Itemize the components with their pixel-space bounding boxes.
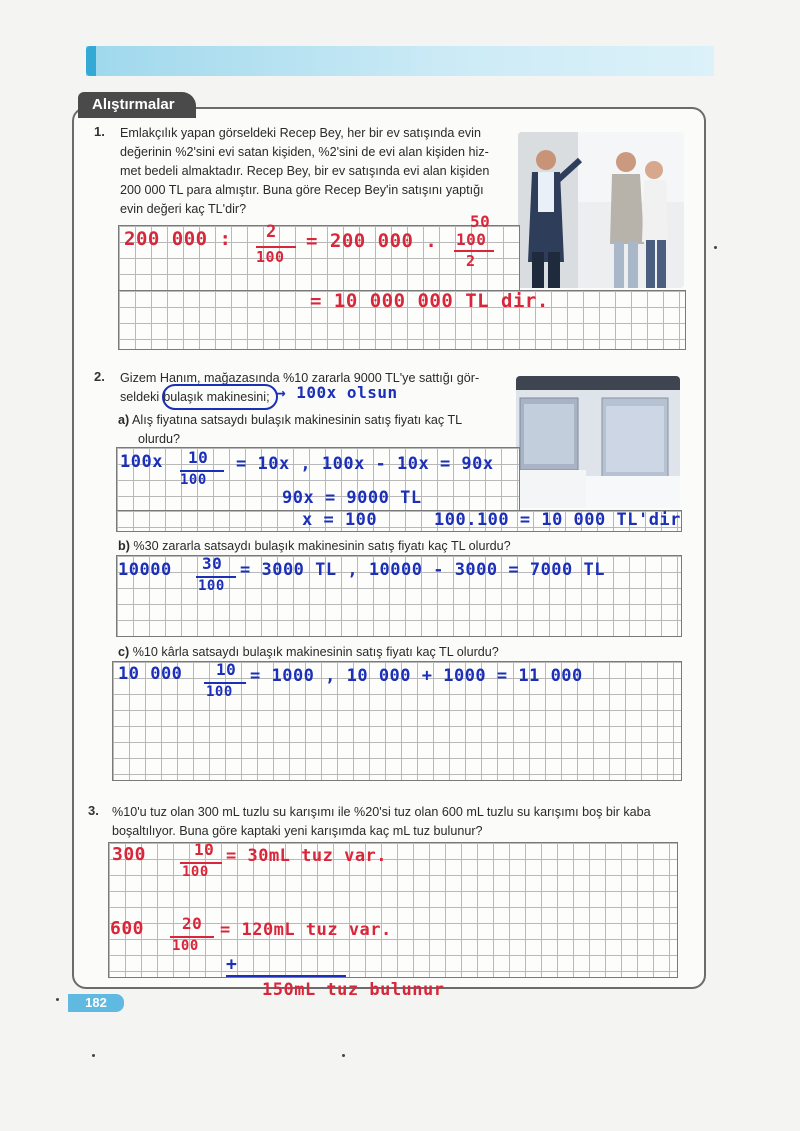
q2c-label: c) [118, 645, 130, 659]
q2b-question: %30 zararla satsaydı bulaşık makinesinin satış fiyatı kaç TL olurdu? [133, 539, 511, 553]
q2b-hw-start: 10000 [118, 560, 172, 580]
dishwashers-illustration [516, 376, 680, 508]
q1-line: Emlakçılık yapan görseldeki Recep Bey, her bir ev satışında evin [120, 126, 481, 140]
q2b-label: b) [118, 539, 130, 553]
q3-hw-l2-den: 100 [172, 938, 199, 954]
q1-line: 200 000 TL para almıştır. Buna göre Recep Bey'in satışını yaptığı [120, 183, 484, 197]
q1-number: 1. [94, 124, 105, 139]
q3-hw-l1-num: 10 [194, 840, 215, 859]
q2-line2-prefix: seldeki [120, 390, 160, 404]
q2a-line1 [118, 411, 518, 430]
q2c-question: %10 kârla satsaydı bulaşık makinesinin satış fiyatı kaç TL olurdu? [132, 645, 499, 659]
section-title: Alıştırmalar [78, 92, 196, 118]
q2c-hw-rest: = 1000 , 10 000 + 1000 = 11 000 [250, 666, 583, 686]
scan-dot [56, 998, 59, 1001]
q2a-hw-line3: x = 100 [302, 510, 378, 530]
q2c-text [118, 643, 678, 662]
q2b-hw-frac-den: 100 [198, 578, 225, 594]
q3-hw-total: 150mL tuz bulunur [262, 980, 445, 1000]
q2c-hw-start: 10 000 [118, 664, 183, 684]
q2a-hw-rest: = 10x , 100x - 10x = 90x [236, 454, 494, 474]
q2a-hw-frac-num: 10 [188, 448, 209, 467]
q1-line: evin değeri kaç TL'dir? [120, 202, 247, 216]
q3-hw-l1-rest: = 30mL tuz var. [226, 846, 388, 866]
q3-line2: boşaltılıyor. Buna göre kaptaki yeni karışımda kaç mL tuz bulunur? [112, 824, 483, 838]
q2b-hw-rest: = 3000 TL , 10000 - 3000 = 7000 TL [240, 560, 605, 580]
q1-hw-part2: = 200 000 . [306, 230, 438, 252]
top-accent-notch [86, 46, 96, 76]
q2-line2-circled: bulaşık makinesini; [163, 390, 270, 404]
q2-photo [516, 376, 680, 508]
q3-hw-l1-den: 100 [182, 864, 209, 880]
q2b-hw-frac-num: 30 [202, 554, 223, 573]
page-number: 182 [68, 994, 124, 1012]
q3-hw-l2-num: 20 [182, 914, 203, 933]
q2a-hw-line2: 90x = 9000 TL [282, 488, 422, 508]
scan-dot [714, 246, 717, 249]
q1-photo [518, 132, 684, 288]
scan-dot [342, 1054, 345, 1057]
q1-hw-result: = 10 000 000 TL dir. [310, 290, 549, 312]
q1-line: met bedeli almaktadır. Recep Bey, bir ev satışında evi alan kişiden [120, 164, 490, 178]
q3-number: 3. [88, 803, 99, 818]
q1-hw-frac2-top: 50 [470, 212, 491, 231]
q1-hw-frac2-den: 2 [466, 252, 476, 270]
q1-hw-part1: 200 000 : [124, 228, 232, 250]
q3-hw-l1-start: 300 [112, 844, 147, 865]
q1-hw-frac1-num: 2 [266, 222, 277, 242]
q3-hw-l2-start: 600 [110, 918, 145, 939]
q2c-hw-frac-den: 100 [206, 684, 233, 700]
q2a-text [118, 411, 518, 449]
q2c-hw-frac-num: 10 [216, 660, 237, 679]
q1-hw-frac1-den: 100 [256, 248, 285, 266]
scan-dot [92, 1054, 95, 1057]
q2-number: 2. [94, 369, 105, 384]
q3-hw-plus: + [226, 954, 238, 975]
top-accent-bar [86, 46, 714, 76]
q3-text [112, 803, 692, 841]
q3-line1: %10'u tuz olan 300 mL tuzlu su karışımı ile %20'si tuz olan 600 mL tuzlu su karışımı boş bir kaba [112, 805, 651, 819]
q1-text [120, 124, 520, 219]
q2a-label: a) [118, 413, 130, 427]
q2-line1: Gizem Hanım, mağazasında %10 zararla 9000 TL'ye sattığı gör- [120, 371, 480, 385]
q3-hw-l2-rest: = 120mL tuz var. [220, 920, 392, 940]
q1-hw-frac2-num: 100 [456, 230, 487, 249]
q2a-hw-frac-den: 100 [180, 472, 207, 488]
q2a-hw-start: 100x [120, 452, 163, 472]
q3-sum-line [226, 975, 346, 977]
q1-line: değerinin %2'sini evi satan kişiden, %2'sini de evi alan kişiden hiz- [120, 145, 489, 159]
q2a-line2: olurdu? [138, 432, 181, 446]
q2-hw-note: → 100x olsun [276, 383, 398, 402]
q2a-question: Alış fiyatına satsaydı bulaşık makinesinin satış fiyatı kaç TL [132, 413, 463, 427]
q2a-hw-result: 100.100 = 10 000 TL'dir [434, 510, 681, 530]
q2-circle-annotation [162, 384, 278, 410]
agent-couple-illustration [518, 132, 684, 288]
